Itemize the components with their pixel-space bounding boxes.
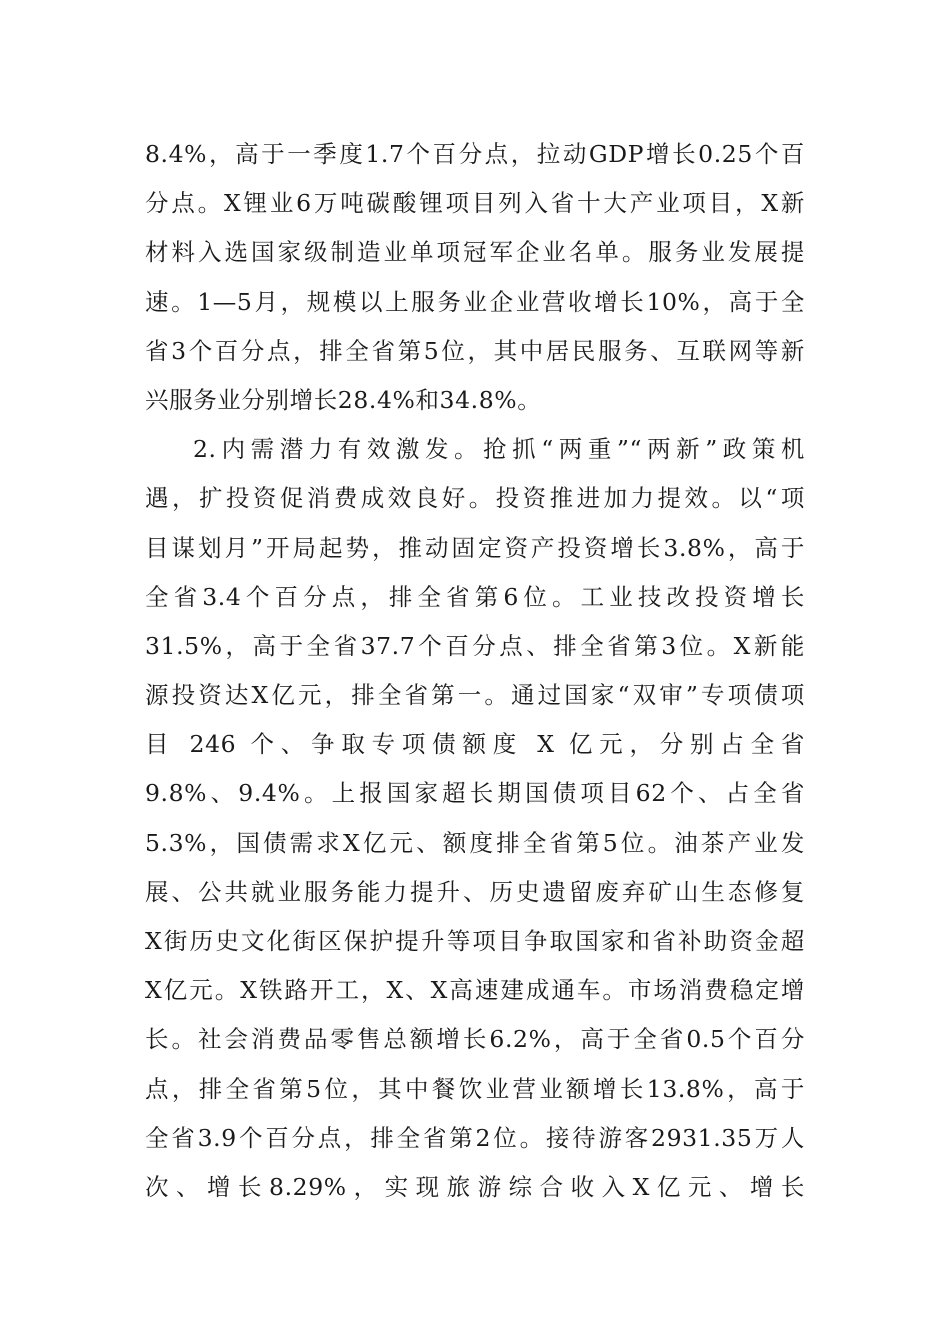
text-line: 兴服务业分别增长28.4%和34.8%。 bbox=[145, 385, 542, 414]
text-line: 9.8%、9.4%。上报国家超长期国债项目62个、占全省 bbox=[145, 779, 805, 808]
text-line: X街历史文化街区保护提升等项目争取国家和省补助资金超 bbox=[145, 927, 805, 955]
text-line: 目 246 个、争取专项债额度 X 亿元，分别占全省 bbox=[145, 730, 805, 759]
text-line: 次、增长8.29%，实现旅游综合收入X亿元、增长 bbox=[145, 1172, 805, 1201]
text-line: 材料入选国家级制造业单项冠军企业名单。服务业发展提 bbox=[145, 238, 805, 267]
text-line: 2.内需潜力有效激发。抢抓“两重”“两新”政策机 bbox=[193, 435, 805, 464]
text-line: 31.5%，高于全省37.7个百分点、排全省第3位。X新能 bbox=[145, 631, 805, 660]
text-line: 展、公共就业服务能力提升、历史遗留废弃矿山生态修复 bbox=[145, 877, 805, 906]
text-line: 速。1—5月，规模以上服务业企业营收增长10%，高于全 bbox=[145, 287, 805, 316]
text-line: 全省3.9个百分点，排全省第2位。接待游客2931.35万人 bbox=[145, 1123, 805, 1152]
text-line: 源投资达X亿元，排全省第一。通过国家“双审”专项债项 bbox=[145, 681, 805, 710]
text-line: 全省3.4个百分点，排全省第6位。工业技改投资增长 bbox=[145, 582, 805, 611]
text-line: 省3个百分点，排全省第5位，其中居民服务、互联网等新 bbox=[145, 336, 805, 365]
body-text bbox=[145, 130, 805, 1212]
text-line: 8.4%，高于一季度1.7个百分点，拉动GDP增长0.25个百 bbox=[145, 140, 805, 168]
text-line: 5.3%，国债需求X亿元、额度排全省第5位。油茶产业发 bbox=[145, 828, 805, 857]
text-line: X亿元。X铁路开工，X、X高速建成通车。市场消费稳定增 bbox=[145, 976, 805, 1005]
text-line: 长。社会消费品零售总额增长6.2%，高于全省0.5个百分 bbox=[145, 1025, 805, 1054]
text-line: 遇，扩投资促消费成效良好。投资推进加力提效。以“项 bbox=[145, 484, 805, 513]
text-line: 分点。X锂业6万吨碳酸锂项目列入省十大产业项目，X新 bbox=[145, 189, 805, 218]
text-line: 点，排全省第5位，其中餐饮业营业额增长13.8%，高于 bbox=[145, 1074, 805, 1103]
text-line: 目谋划月”开局起势，推动固定资产投资增长3.8%，高于 bbox=[145, 533, 805, 562]
